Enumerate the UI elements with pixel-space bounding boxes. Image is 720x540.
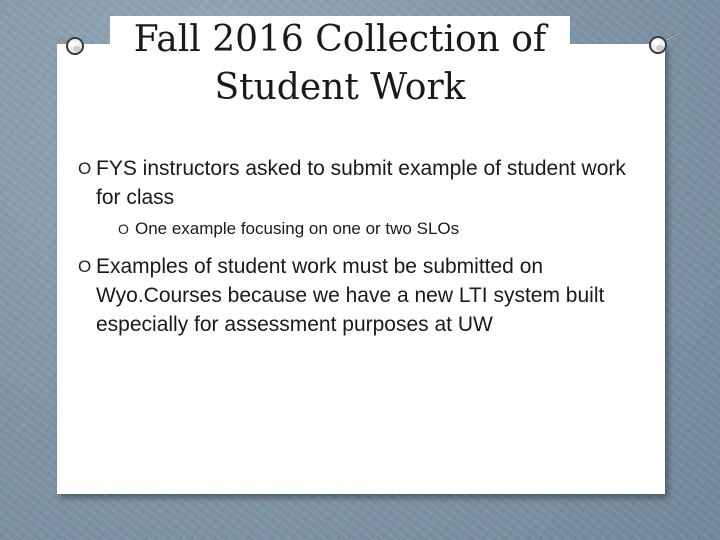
slide-title-line-2: Student Work [214,67,466,108]
bullet-marker: O [78,257,92,276]
bullet-marker: O [78,159,92,178]
bullet-item [78,154,648,212]
bullet-marker: O [118,221,129,237]
slide-content [78,154,648,339]
sub-bullet-text: One example focusing on one or two SLOs [135,219,460,238]
bullet-text: Examples of student work must be submitted on Wyo.Courses because we have a new LTI system built especially for assessment purposes at UW [96,255,605,336]
slide-title-line-1: Fall 2016 Collection of [133,19,547,60]
sub-bullet-item [118,216,648,242]
bullet-item [78,252,648,339]
pushpin-icon [644,28,684,58]
pushpin-icon [48,30,88,60]
slide-title [110,16,570,112]
title-area [110,16,570,126]
bullet-text: FYS instructors asked to submit example of student work for class [96,157,626,209]
